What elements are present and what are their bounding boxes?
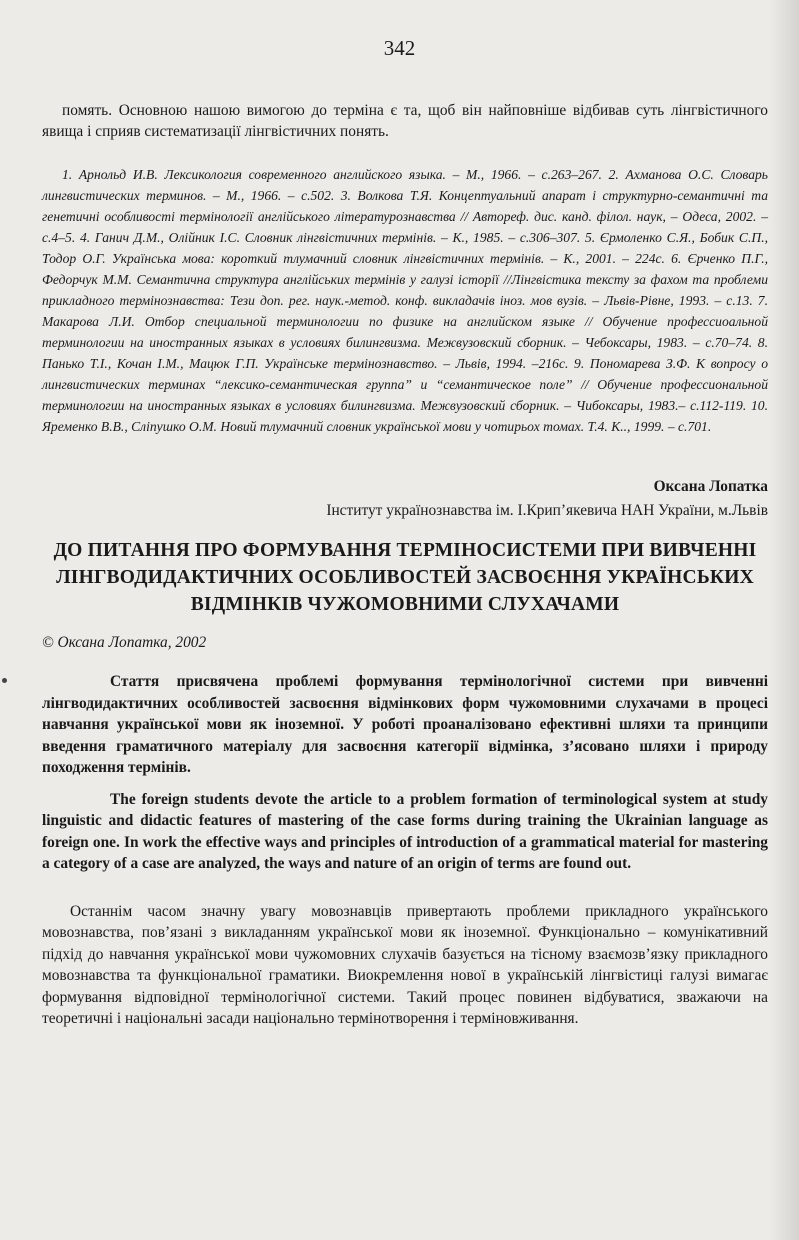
copyright-line: © Оксана Лопатка, 2002 [42,634,207,651]
margin-mark [2,678,7,683]
author-affiliation: Інститут українознавства ім. І.Крип’якевича НАН України, м.Львів [326,502,768,519]
page-content [42,100,768,1030]
page-number: 342 [383,36,416,60]
body-paragraph: Останнім часом значну увагу мовознавців привертають проблеми прикладного українського мовознавства, пов’язані з викладанням української мови як іноземної. Функціонально – комунікативний підхід до навчання української мови чужомовних слухачів базується на тісному взаємозв’язку прикладного мовознавства та функціональної граматики. Виокремлення нової в українській лінгвістиці галузі вимагає формування відповідної термінологічної системи. Такий процес повинен відбуватися, зважаючи на теоретичні і національні засади національно термінотворення і терміновживання. [42,902,768,1027]
page-edge-shadow [769,0,799,1240]
author-name: Оксана Лопатка [653,478,768,495]
intro-paragraph: помять. Основною нашою вимогою до терміна є та, щоб він найповніше відбивав суть лінгвістичного явища і сприяв систематизації лінгвістичних понять. [42,102,768,140]
author-block [42,475,768,523]
references-list: 1. Арнольд И.В. Лексикология современного английского языка. – М., 1966. – с.263–267. 2. Ахманова О.С. Словарь лингвистических терминов. – М., 1966. – с.502. 3. Волкова Т.Я. Концептуальний апарат і структурно-семантичні та генетичні особливості термінології англійського літературознавства // Автореф. дис. канд. філол. наук, – Одеса, 2002. – с.4–5. 4. Ганич Д.М., Олійник І.С. Словник лінгвістичних термінів. – К., 1985. – с.306–307. 5. Єрмоленко С.Я., Бобик С.П., Тодор О.Г. Українська мова: короткий тлумачний словник лінгвістичних термінів. – К., 2001. – 224с. 6. Єрченко П.Г., Федорчук М.М. Семантична структура англійських термінів у галузі історії //Лінгвістика тексту за фахом та проблеми прикладного термінознавства: Тези доп. рег. наук.-метод. конф. викладачів іноз. мов вузів. – Львів-Рівне, 1993. – с.13. 7. Макарова Л.И. Отбор специальной терминологии по физике на английском языке // Обучение профессиоальной терминологии на иностранных языках в условиях билингвизма. Межвузовский сборник. – Чебоксары, 1983. – с.70–74. 8. Панько Т.І., Кочан І.М., Мацюк Г.П. Українське термінознавство. – Львів, 1994. –216с. 9. Пономарева З.Ф. К вопросу о лингвистических терминах “лексико-семантическая группа” и “семантическое поле” // Обучение профессиональной терминологии на иностранных языках в условиях билингвизма. Межвузовский сборник. – Чибоксары, 1983.– с.112-119. 10. Яременко В.В., Сліпушко О.М. Новий тлумачний словник української мови у чотирьох томах. Т.4. К.., 1999. – с.701. [42,167,768,434]
abstract-ukrainian: Стаття присвячена проблемі формування термінологічної системи при вивченні лінгводидактичних особливостей засвоєння відмінкових форм чужомовними слухачами в процесі навчання української мови як іноземної. У роботі проаналізовано ефективні шляхи та принципи введення граматичного матеріалу для засвоєння категорії відмінка, з’ясовано шляхи і природу походження термінів. [42,673,768,776]
article-title: ДО ПИТАННЯ ПРО ФОРМУВАННЯ ТЕРМІНОСИСТЕМИ ПРИ ВИВЧЕННІ ЛІНГВОДИДАКТИЧНИХ ОСОБЛИВОСТЕЙ ЗАСВОЄННЯ УКРАЇНСЬКИХ ВІДМІНКІВ ЧУЖОМОВНИМИ СЛУХАЧАМИ [53,540,757,615]
abstract-english: The foreign students devote the article to a problem formation of terminological system at study linguistic and didactic features of mastering of the case forms during training the Ukrainian language as foreign one. In work the effective ways and principles of introduction of a grammatical material for mastering a category of a case are analyzed, the ways and nature of an origin of terms are found out. [42,790,768,872]
